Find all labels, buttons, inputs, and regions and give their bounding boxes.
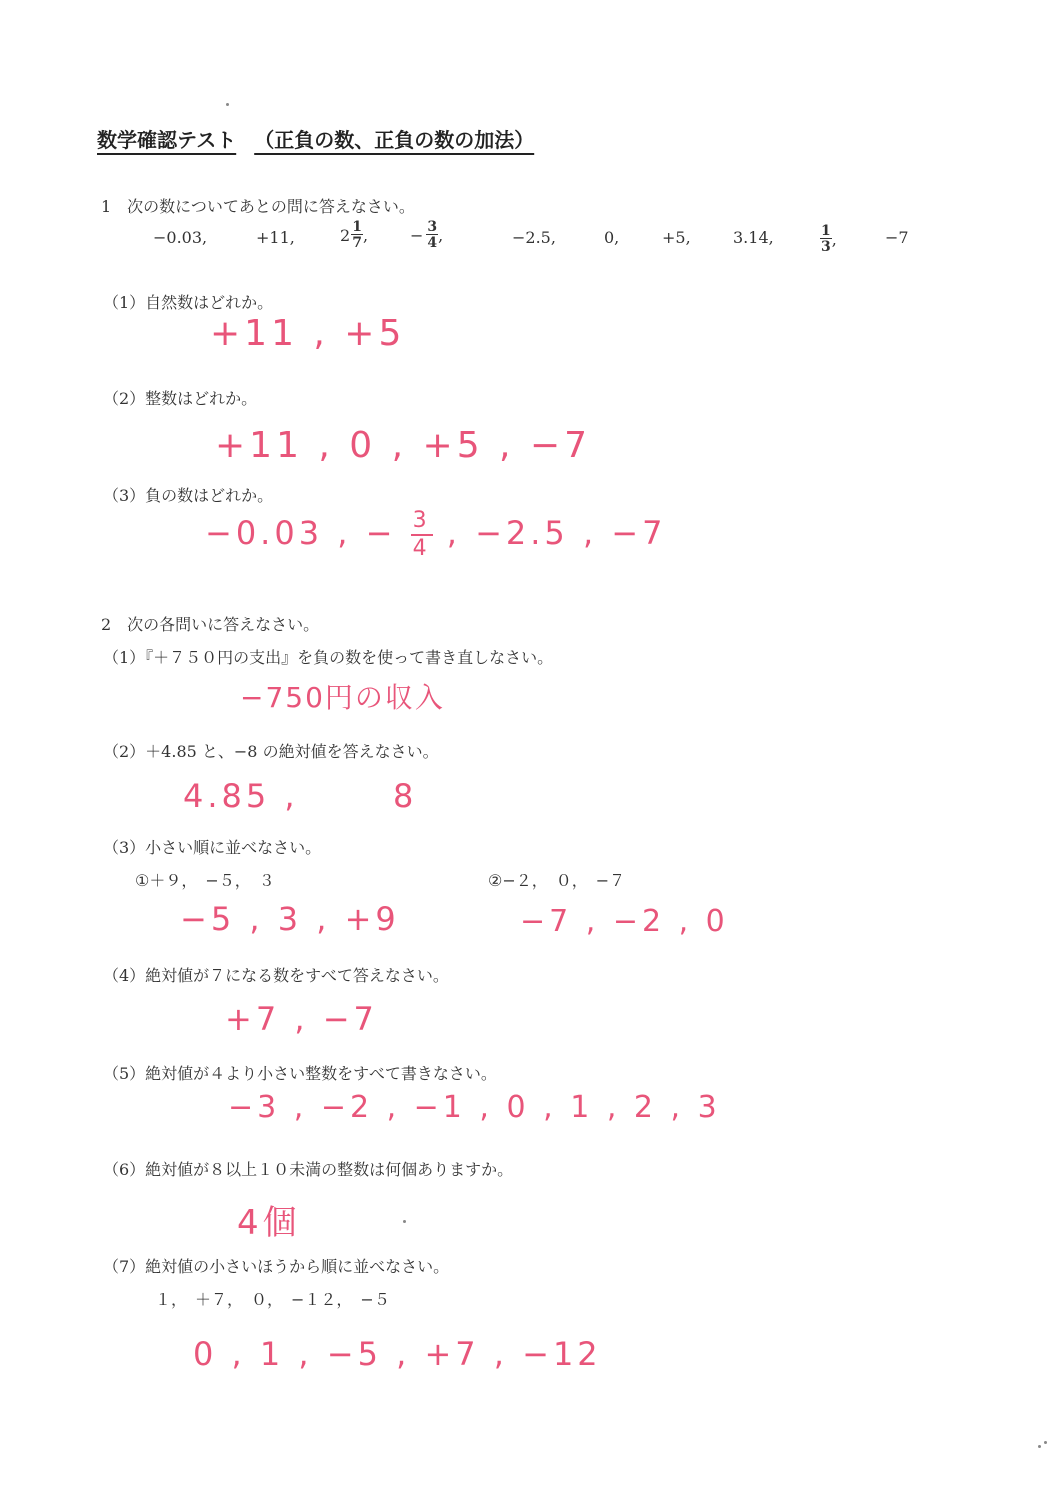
denominator: 4 (412, 536, 431, 561)
fraction (820, 224, 832, 254)
question-1-2: （2）整数はどれか。 (103, 389, 258, 408)
number-item: +5, (662, 228, 691, 247)
comma: , (438, 225, 444, 245)
answer-part: −0.03 , − (205, 514, 397, 552)
numerator: 1 (821, 223, 831, 239)
scan-speck (1044, 1441, 1047, 1444)
number-item: 3.14, (733, 228, 774, 247)
answer-1-2: +11 , 0 , +5 , −7 (215, 425, 592, 466)
mixed-fraction (340, 220, 368, 250)
denominator: 7 (352, 235, 362, 251)
denominator: 4 (427, 235, 438, 251)
question-2-3-sub2: ②−２， ０， −７ (488, 871, 626, 890)
scan-speck (226, 103, 229, 106)
mixed-whole: 2 (340, 225, 351, 245)
answer-2-3b: −7 , −2 , 0 (520, 904, 729, 939)
number-item: 0, (604, 228, 620, 247)
numerator: 1 (352, 219, 362, 235)
numerator: 3 (411, 510, 433, 536)
handwritten-fraction (411, 510, 433, 560)
question-2-7-list: １， ＋７， ０， −１２， −５ (155, 1290, 390, 1309)
number-item: −2.5, (512, 228, 556, 247)
answer-2-1: −750円の収入 (240, 681, 445, 714)
question-2-2: （2）＋4.85 と、−8 の絶対値を答えなさい。 (103, 742, 439, 761)
answer-2-7: 0 , 1 , −5 , +7 , −12 (193, 1335, 602, 1373)
question-2-3-sub1: ①＋９， −５， ３ (135, 871, 275, 890)
answer-1-3 (205, 510, 666, 560)
section2-heading: 2 次の各問いに答えなさい。 (101, 615, 320, 634)
answer-2-3a: −5 , 3 , +9 (180, 900, 400, 938)
answer-2-2a: 4.85 , (183, 777, 299, 815)
question-1-1: （1）自然数はどれか。 (103, 293, 274, 312)
fraction (426, 220, 438, 250)
page-title (97, 124, 534, 153)
question-2-3: （3）小さい順に並べなさい。 (103, 838, 322, 857)
number-item: −0.03, (153, 228, 208, 247)
answer-2-4: +7 , −7 (225, 1000, 378, 1038)
question-1-3: （3）負の数はどれか。 (103, 486, 274, 505)
answer-2-5: −3 , −2 , −1 , 0 , 1 , 2 , 3 (228, 1090, 721, 1125)
negative-fraction (410, 220, 443, 250)
fraction (351, 220, 363, 250)
minus-sign: − (410, 225, 424, 245)
number-item: +11, (256, 228, 295, 247)
answer-2-6: 4個 (237, 1203, 301, 1243)
answer-1-1: +11 , +5 (210, 313, 406, 354)
question-2-4: （4）絶対値が７になる数をすべて答えなさい。 (103, 966, 449, 985)
denominator: 3 (821, 239, 831, 255)
title-sub: （正負の数、正負の数の加法） (254, 128, 535, 152)
numerator: 3 (427, 219, 438, 235)
question-2-6: （6）絶対値が８以上１０未満の整数は何個ありますか。 (103, 1160, 514, 1179)
scan-speck (403, 1220, 406, 1223)
comma: , (831, 229, 837, 249)
section1-heading: 1 次の数についてあとの問に答えなさい。 (101, 197, 415, 216)
question-2-1: （1）『＋７５０円の支出』を負の数を使って書き直しなさい。 (103, 648, 554, 667)
answer-2-2b: 8 (393, 777, 418, 815)
comma: , (362, 225, 369, 245)
title-main: 数学確認テスト (97, 128, 237, 152)
question-2-7: （7）絶対値の小さいほうから順に並べなさい。 (103, 1257, 450, 1276)
question-2-5: （5）絶対値が４より小さい整数をすべて書きなさい。 (103, 1064, 497, 1083)
number-item: −7 (885, 228, 909, 247)
answer-part: , −2.5 , −7 (446, 514, 667, 552)
fraction-item (820, 220, 837, 254)
scan-speck (1038, 1445, 1041, 1448)
